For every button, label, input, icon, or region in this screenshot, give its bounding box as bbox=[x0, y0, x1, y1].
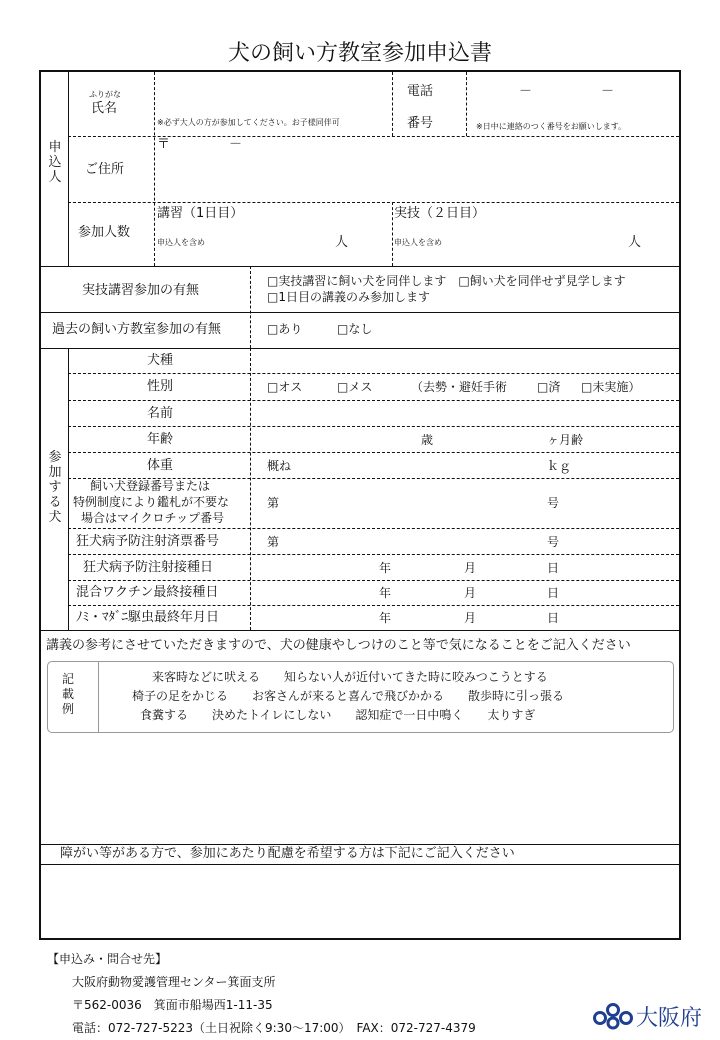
footer-contact: 電話：072-727-5223（土日祝除く9:30～17:00） FAX：072-727-4379 bbox=[72, 1021, 476, 1035]
neuter-not-checkbox[interactable]: □未実施） bbox=[581, 380, 641, 394]
flea-day-unit: 日 bbox=[547, 611, 560, 625]
registration-label-3: 場合はマイクロチップ番号 bbox=[81, 511, 225, 525]
practice-persons-unit: 人 bbox=[628, 235, 642, 250]
example-line-1: 来客時などに吠える 知らない人が近付いてきた時に咬みつこうとする bbox=[152, 670, 548, 684]
applicant-section-label: 申込人 bbox=[48, 140, 62, 185]
rabies-date-label: 狂犬病予防注射接種日 bbox=[83, 560, 214, 575]
lecture-day1-label: 講習（1日目） bbox=[157, 206, 244, 221]
breed-field[interactable] bbox=[253, 351, 677, 371]
address-field[interactable] bbox=[157, 140, 677, 198]
practice-including-note: 申込人を含め bbox=[394, 238, 442, 247]
practice-option-1[interactable]: □実技講習に飼い犬を同伴します □飼い犬を同伴せず見学します bbox=[267, 274, 626, 288]
neuter-label: （去勢・避妊手術 bbox=[411, 380, 508, 394]
registration-label-1: 飼い犬登録番号または bbox=[90, 479, 211, 493]
vaccine-day-unit: 日 bbox=[547, 586, 560, 600]
age-years-unit: 歳 bbox=[421, 433, 434, 447]
vaccine-month-unit: 月 bbox=[464, 586, 477, 600]
rabies-ticket-suffix: 号 bbox=[547, 535, 560, 549]
osaka-logo-icon bbox=[592, 1000, 636, 1030]
practice-option-2[interactable]: □1日目の講義のみ参加します bbox=[267, 290, 430, 304]
phone-dash-1: － bbox=[519, 84, 533, 99]
notes-prompt: 講義の参考にさせていただきますので、犬の健康やしつけのこと等で気になることをご記入ください bbox=[46, 638, 631, 653]
footer-heading: 【申込み・問合せ先】 bbox=[47, 952, 168, 966]
example-box bbox=[47, 661, 674, 733]
registration-label-2: 特例制度により鑑札が不要な bbox=[73, 495, 230, 509]
dog-name-field[interactable] bbox=[253, 403, 677, 423]
rabies-ticket-prefix: 第 bbox=[267, 535, 280, 549]
lecture-persons-unit: 人 bbox=[335, 235, 349, 250]
disability-field[interactable] bbox=[45, 868, 675, 936]
breed-label: 犬種 bbox=[147, 353, 174, 368]
dog-section-label: 参加する犬 bbox=[48, 450, 62, 525]
phone-note: ※日中に連絡のつく番号をお願いします。 bbox=[476, 122, 627, 131]
flea-date-label: ﾉﾐ・ﾏﾀﾞﾆ駆虫最終年月日 bbox=[76, 610, 220, 625]
sex-male-checkbox[interactable]: □オス bbox=[267, 380, 303, 394]
weight-label: 体重 bbox=[147, 458, 174, 473]
osaka-logo bbox=[592, 1000, 702, 1030]
rabies-year-unit: 年 bbox=[379, 561, 392, 575]
postal-mark: 〒 bbox=[157, 137, 171, 152]
name-note: ※必ず大人の方が参加してください。お子様同伴可 bbox=[157, 118, 340, 127]
example-line-2: 椅子の足をかじる お客さんが来ると喜んで飛びかかる 散歩時に引っ張る bbox=[132, 689, 565, 703]
weight-unit: ｋｇ bbox=[547, 459, 572, 473]
participants-label: 参加人数 bbox=[78, 225, 131, 240]
rabies-day-unit: 日 bbox=[547, 561, 560, 575]
flea-year-unit: 年 bbox=[379, 611, 392, 625]
registration-suffix: 号 bbox=[547, 496, 560, 510]
vaccine-date-label: 混合ワクチン最終接種日 bbox=[76, 585, 219, 600]
notes-field[interactable] bbox=[45, 740, 675, 840]
disability-prompt: 障がい等がある方で、参加にあたり配慮を希望する方は下記にご記入ください bbox=[60, 846, 515, 861]
rabies-month-unit: 月 bbox=[464, 561, 477, 575]
rabies-ticket-label: 狂犬病予防注射済票番号 bbox=[76, 534, 220, 549]
sex-label: 性別 bbox=[147, 379, 174, 394]
neuter-done-checkbox[interactable]: □済 bbox=[537, 380, 561, 394]
furigana-label: ふりがな bbox=[89, 90, 121, 99]
page-title: 犬の飼い方教室参加申込書 bbox=[227, 41, 492, 66]
footer-address: 〒562-0036 箕面市船場西1-11-35 bbox=[72, 998, 273, 1012]
footer-org: 大阪府動物愛護管理センター箕面支所 bbox=[72, 975, 276, 989]
postal-dash: － bbox=[229, 137, 243, 152]
address-label: ご住所 bbox=[85, 162, 125, 177]
flea-month-unit: 月 bbox=[464, 611, 477, 625]
vaccine-year-unit: 年 bbox=[379, 586, 392, 600]
example-line-3: 食糞する 決めたトイレにしない 認知症で一日中鳴く 太りすぎ bbox=[140, 708, 536, 722]
osaka-logo-text: 大阪府 bbox=[636, 1006, 703, 1031]
lecture-including-note: 申込人を含め bbox=[157, 238, 205, 247]
practice-participation-label: 実技講習参加の有無 bbox=[82, 283, 200, 298]
phone-field[interactable] bbox=[469, 74, 677, 114]
age-months-unit: ヶ月齢 bbox=[547, 433, 584, 447]
practice-day2-label: 実技（２日目） bbox=[394, 206, 486, 221]
dog-name-label: 名前 bbox=[147, 406, 174, 421]
registration-prefix: 第 bbox=[267, 496, 280, 510]
name-label: 氏名 bbox=[91, 101, 118, 116]
name-field[interactable] bbox=[157, 74, 389, 116]
past-no-checkbox[interactable]: □なし bbox=[337, 322, 373, 336]
past-participation-label: 過去の飼い方教室参加の有無 bbox=[52, 322, 222, 337]
form-frame bbox=[39, 70, 681, 940]
phone-label-2: 番号 bbox=[407, 116, 434, 131]
phone-label: 電話 bbox=[407, 84, 434, 99]
sex-female-checkbox[interactable]: □メス bbox=[337, 380, 373, 394]
age-label: 年齢 bbox=[147, 432, 174, 447]
weight-approx: 概ね bbox=[267, 459, 292, 473]
past-yes-checkbox[interactable]: □あり bbox=[267, 322, 303, 336]
phone-dash-2: － bbox=[601, 84, 615, 99]
example-label: 記載例 bbox=[61, 672, 74, 716]
